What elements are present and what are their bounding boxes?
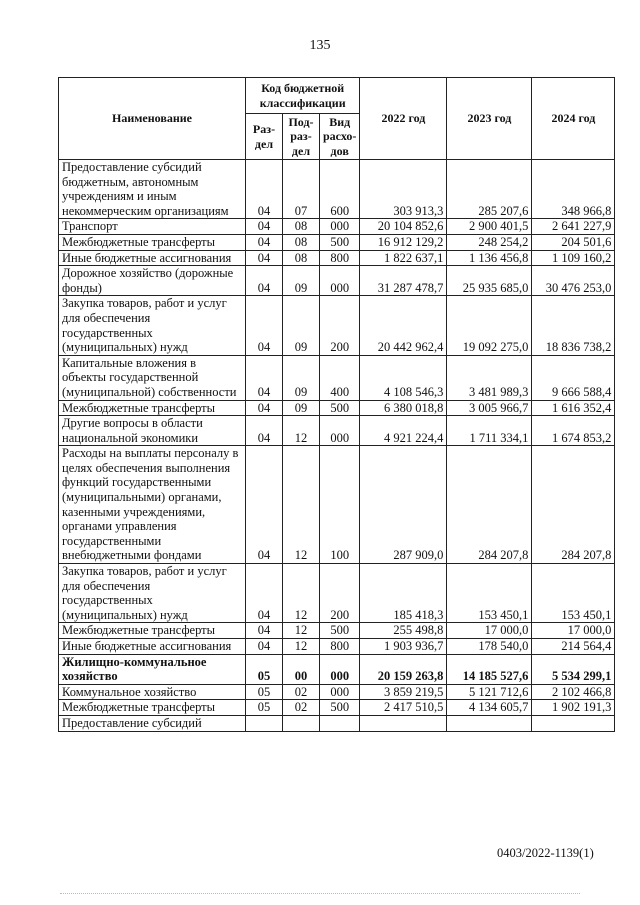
cell-subsection: 09	[283, 296, 320, 355]
cell-expense-type: 000	[320, 266, 360, 296]
cell-subsection: 02	[283, 700, 320, 716]
cell-2024: 2 641 227,9	[532, 219, 615, 235]
budget-table	[58, 77, 615, 732]
cell-name: Дорожное хозяйство (дорожные фонды)	[59, 266, 246, 296]
table-row	[59, 400, 615, 416]
cell-2023: 3 481 989,3	[447, 355, 532, 400]
cell-expense-type: 100	[320, 446, 360, 564]
cell-expense-type: 200	[320, 296, 360, 355]
cell-expense-type: 200	[320, 564, 360, 623]
cell-expense-type: 000	[320, 219, 360, 235]
table-row	[59, 250, 615, 266]
cell-section: 04	[246, 219, 283, 235]
cell-subsection: 00	[283, 654, 320, 684]
cell-expense-type: 000	[320, 654, 360, 684]
cell-2024	[532, 715, 615, 731]
table-body	[59, 160, 615, 732]
table-row	[59, 654, 615, 684]
cell-subsection: 09	[283, 400, 320, 416]
cell-subsection: 08	[283, 250, 320, 266]
cell-2022: 4 921 224,4	[360, 416, 447, 446]
cell-2023: 14 185 527,6	[447, 654, 532, 684]
header-classification: Код бюджетной классификации	[246, 78, 360, 114]
cell-2022: 6 380 018,8	[360, 400, 447, 416]
header-subsection: Под-раз-дел	[283, 114, 320, 160]
cell-2024: 284 207,8	[532, 446, 615, 564]
cell-name: Межбюджетные трансферты	[59, 623, 246, 639]
cell-subsection	[283, 715, 320, 731]
cell-2022: 20 442 962,4	[360, 296, 447, 355]
cell-name: Предоставление субсидий бюджетным, автономным учреждениям и иным некоммерческим организациям	[59, 160, 246, 219]
cell-subsection: 12	[283, 446, 320, 564]
cell-2024: 153 450,1	[532, 564, 615, 623]
cell-2022: 4 108 546,3	[360, 355, 447, 400]
cell-2024: 1 674 853,2	[532, 416, 615, 446]
document-code: 0403/2022-1139(1)	[497, 846, 594, 860]
cell-2023: 284 207,8	[447, 446, 532, 564]
cell-2024: 214 564,4	[532, 639, 615, 655]
cell-2023: 1 711 334,1	[447, 416, 532, 446]
table-row	[59, 219, 615, 235]
cell-section: 05	[246, 700, 283, 716]
cell-name: Коммунальное хозяйство	[59, 684, 246, 700]
cell-expense-type: 500	[320, 623, 360, 639]
table-row	[59, 564, 615, 623]
footer-divider	[60, 893, 580, 895]
cell-name: Предоставление субсидий	[59, 715, 246, 731]
cell-2024: 204 501,6	[532, 234, 615, 250]
cell-2022: 20 159 263,8	[360, 654, 447, 684]
cell-2024: 1 902 191,3	[532, 700, 615, 716]
cell-2024: 30 476 253,0	[532, 266, 615, 296]
cell-2023: 153 450,1	[447, 564, 532, 623]
table-row	[59, 700, 615, 716]
cell-2022: 255 498,8	[360, 623, 447, 639]
cell-expense-type: 000	[320, 684, 360, 700]
cell-2022: 1 822 637,1	[360, 250, 447, 266]
cell-name: Межбюджетные трансферты	[59, 400, 246, 416]
cell-name: Жилищно-коммунальное хозяйство	[59, 654, 246, 684]
cell-section	[246, 715, 283, 731]
cell-2022: 2 417 510,5	[360, 700, 447, 716]
header-2023: 2023 год	[447, 78, 532, 160]
cell-section: 04	[246, 400, 283, 416]
cell-section: 04	[246, 355, 283, 400]
cell-2024: 5 534 299,1	[532, 654, 615, 684]
cell-2023: 4 134 605,7	[447, 700, 532, 716]
cell-subsection: 07	[283, 160, 320, 219]
cell-subsection: 12	[283, 623, 320, 639]
cell-2023: 5 121 712,6	[447, 684, 532, 700]
table-row	[59, 715, 615, 731]
cell-2023: 1 136 456,8	[447, 250, 532, 266]
cell-subsection: 09	[283, 355, 320, 400]
table-row	[59, 684, 615, 700]
cell-name: Иные бюджетные ассигнования	[59, 250, 246, 266]
cell-2022: 1 903 936,7	[360, 639, 447, 655]
table-row	[59, 623, 615, 639]
cell-2022: 303 913,3	[360, 160, 447, 219]
cell-subsection: 08	[283, 234, 320, 250]
cell-2024: 17 000,0	[532, 623, 615, 639]
cell-expense-type: 500	[320, 400, 360, 416]
cell-section: 04	[246, 446, 283, 564]
cell-2024: 1 109 160,2	[532, 250, 615, 266]
cell-name: Расходы на выплаты персоналу в целях обеспечения выполнения функций государственными (муниципальными) органами, казенными учреждениями, органами управления государственными внебюджетными фондами	[59, 446, 246, 564]
table-row	[59, 160, 615, 219]
cell-subsection: 02	[283, 684, 320, 700]
cell-subsection: 09	[283, 266, 320, 296]
cell-name: Транспорт	[59, 219, 246, 235]
table-row	[59, 416, 615, 446]
cell-2022: 185 418,3	[360, 564, 447, 623]
header-section: Раз-дел	[246, 114, 283, 160]
cell-subsection: 12	[283, 639, 320, 655]
cell-2024: 348 966,8	[532, 160, 615, 219]
cell-section: 04	[246, 160, 283, 219]
cell-2022: 31 287 478,7	[360, 266, 447, 296]
cell-2024: 9 666 588,4	[532, 355, 615, 400]
cell-name: Закупка товаров, работ и услуг для обеспечения государственных (муниципальных) нужд	[59, 564, 246, 623]
cell-name: Межбюджетные трансферты	[59, 700, 246, 716]
cell-expense-type	[320, 715, 360, 731]
cell-subsection: 12	[283, 564, 320, 623]
cell-2022	[360, 715, 447, 731]
header-2024: 2024 год	[532, 78, 615, 160]
cell-2023: 178 540,0	[447, 639, 532, 655]
cell-section: 04	[246, 266, 283, 296]
cell-2022: 20 104 852,6	[360, 219, 447, 235]
table-row	[59, 234, 615, 250]
table-row	[59, 266, 615, 296]
cell-section: 04	[246, 564, 283, 623]
cell-2024: 2 102 466,8	[532, 684, 615, 700]
table-row	[59, 446, 615, 564]
cell-2023: 25 935 685,0	[447, 266, 532, 296]
cell-2023: 2 900 401,5	[447, 219, 532, 235]
cell-2022: 3 859 219,5	[360, 684, 447, 700]
table-row	[59, 296, 615, 355]
cell-2023: 19 092 275,0	[447, 296, 532, 355]
cell-name: Межбюджетные трансферты	[59, 234, 246, 250]
cell-expense-type: 500	[320, 700, 360, 716]
cell-section: 05	[246, 654, 283, 684]
cell-2023: 3 005 966,7	[447, 400, 532, 416]
cell-name: Капитальные вложения в объекты государственной (муниципальной) собственности	[59, 355, 246, 400]
cell-2023: 248 254,2	[447, 234, 532, 250]
cell-section: 04	[246, 234, 283, 250]
cell-2023: 285 207,6	[447, 160, 532, 219]
page-number: 135	[309, 38, 331, 53]
cell-2024: 1 616 352,4	[532, 400, 615, 416]
cell-expense-type: 400	[320, 355, 360, 400]
cell-2023	[447, 715, 532, 731]
cell-expense-type: 800	[320, 639, 360, 655]
cell-expense-type: 500	[320, 234, 360, 250]
cell-name: Закупка товаров, работ и услуг для обеспечения государственных (муниципальных) нужд	[59, 296, 246, 355]
cell-section: 04	[246, 250, 283, 266]
cell-section: 04	[246, 296, 283, 355]
cell-expense-type: 600	[320, 160, 360, 219]
cell-2023: 17 000,0	[447, 623, 532, 639]
cell-section: 04	[246, 639, 283, 655]
table-row	[59, 355, 615, 400]
header-2022: 2022 год	[360, 78, 447, 160]
cell-2024: 18 836 738,2	[532, 296, 615, 355]
cell-subsection: 08	[283, 219, 320, 235]
cell-section: 04	[246, 623, 283, 639]
cell-2022: 287 909,0	[360, 446, 447, 564]
cell-section: 05	[246, 684, 283, 700]
cell-name: Другие вопросы в области национальной экономики	[59, 416, 246, 446]
cell-section: 04	[246, 416, 283, 446]
cell-subsection: 12	[283, 416, 320, 446]
header-expense-type: Вид расхо-дов	[320, 114, 360, 160]
cell-name: Иные бюджетные ассигнования	[59, 639, 246, 655]
cell-2022: 16 912 129,2	[360, 234, 447, 250]
cell-expense-type: 800	[320, 250, 360, 266]
table-row	[59, 639, 615, 655]
cell-expense-type: 000	[320, 416, 360, 446]
header-name: Наименование	[59, 78, 246, 160]
